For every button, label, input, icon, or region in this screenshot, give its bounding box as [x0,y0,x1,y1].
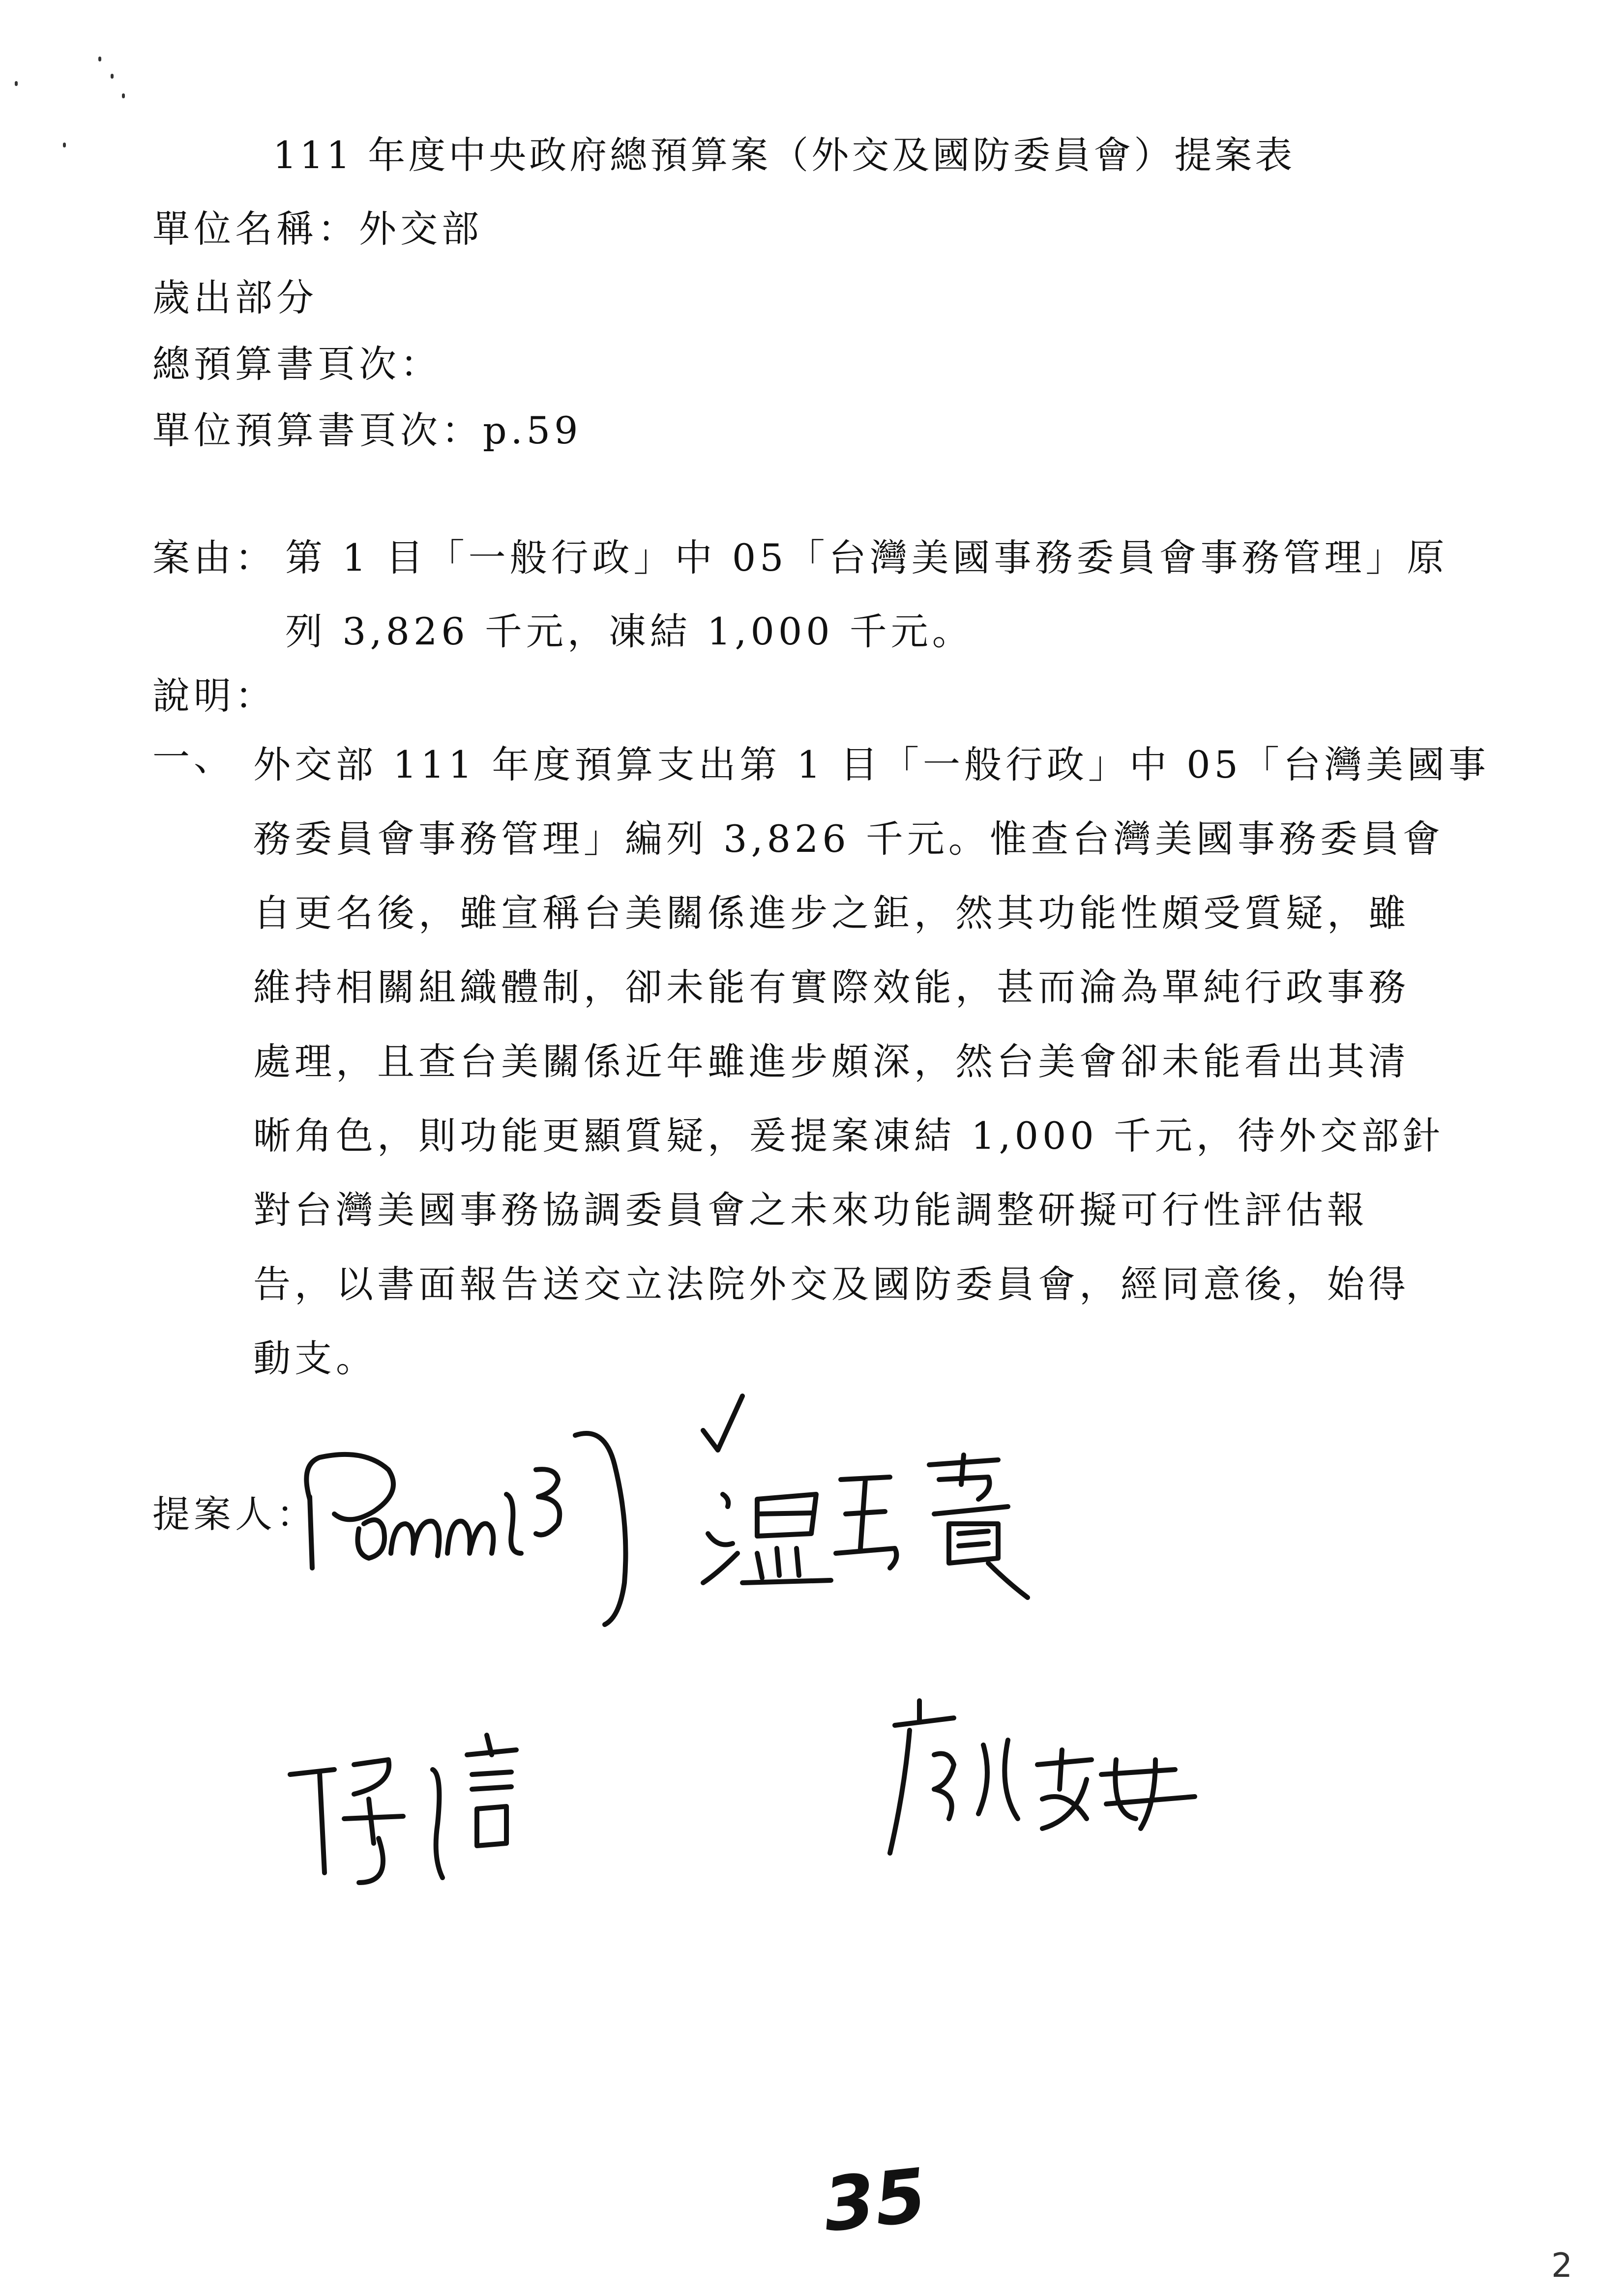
item-line: 晰角色，則功能更顯質疑，爰提案凍結 1,000 千元，待外交部針 [253,1114,1444,1158]
item-line: 對台灣美國事務協調委員會之未來功能調整研擬可行性評估報 [253,1188,1368,1232]
signature-stroke [890,1701,954,1853]
section-label: 歲出部分 [152,276,318,320]
signature-stroke [306,1454,393,1520]
signature-stroke [723,1494,728,1507]
item-line: 自更名後，雖宣稱台美關係進步之鉅，然其功能性頗受質疑，雖 [253,891,1410,935]
total-budget-page-label: 總預算書頁次： [152,342,442,386]
total-budget-page-line [152,334,442,388]
signature-stroke [988,1563,1028,1598]
signature-stroke [536,1469,560,1535]
section-line [152,268,318,321]
signature-stroke [703,1553,738,1583]
signature-stroke [934,1507,1008,1563]
case-line: 第 1 目「一般行政」中 05「台灣美國事務委員會事務管理」原 [285,536,1448,580]
item-body [253,727,1502,1395]
signature-stroke [757,1513,811,1514]
unit-budget-page-line [152,401,582,454]
signature-stroke [290,1770,334,1873]
signature-stroke [742,1548,831,1583]
signature-stroke [836,1477,896,1568]
scan-speck [98,57,101,61]
signature-stroke [391,1521,439,1556]
scan-speck [111,74,114,79]
signature-stroke [358,1520,385,1558]
signature-stroke [708,1534,733,1545]
item-number: 一、 [152,735,235,779]
scan-speck [63,143,66,147]
document-title: 111 年度中央政府總預算案（外交及國防委員會）提案表 [273,133,1296,177]
signature-2 [683,1386,1067,1612]
case-text [285,521,1613,668]
signature-stroke [575,1433,626,1625]
item-line: 處理，且查台美關係近年雖進步頗深，然台美會卻未能看出其清 [253,1040,1410,1083]
unit-name-line [152,199,483,253]
case-label: 案由： [152,536,276,580]
unit-budget-page-label: 單位預算書頁次： [152,408,483,452]
item-line: 務委員會事務管理」編列 3,826 千元。惟查台灣美國事務委員會 [253,817,1444,861]
signature-1 [290,1406,644,1632]
item-line: 外交部 111 年度預算支出第 1 目「一般行政」中 05「台灣美國事 [253,743,1490,786]
item-line: 維持相關組織體制，卻未能有實際效能，甚而淪為單純行政事務 [253,965,1410,1009]
case-line: 列 3,826 千元，凍結 1,000 千元。 [285,610,974,653]
signature-stroke [978,1740,1018,1819]
page-number: 35 [819,2152,931,2249]
explanation-label: 說明： [152,674,276,718]
signature-stroke [506,1494,521,1553]
signature-stroke [447,1521,493,1553]
proposer-label: 提案人： [152,1492,318,1536]
signature-stroke [467,1735,516,1846]
corner-number: 2 [1551,2246,1573,2285]
signature-3 [280,1725,664,1902]
unit-name-label: 單位名稱： [152,207,359,251]
signature-stroke [703,1396,742,1450]
signature-stroke [929,1455,998,1499]
item-line: 動支。 [253,1337,377,1380]
signature-stroke [934,1754,954,1819]
signature-stroke [1101,1760,1195,1829]
signature-4 [880,1691,1234,1897]
signature-stroke [310,1497,312,1568]
scan-speck [122,93,125,98]
signature-stroke [433,1770,443,1878]
scan-speck [15,81,18,86]
item-line: 告，以書面報告送交立法院外交及國防委員會，經同意後，始得 [253,1262,1410,1306]
unit-name-value: 外交部 [359,207,483,251]
unit-budget-page-value: p.59 [483,408,582,452]
signature-stroke [1037,1750,1092,1829]
signature-stroke [344,1760,403,1883]
